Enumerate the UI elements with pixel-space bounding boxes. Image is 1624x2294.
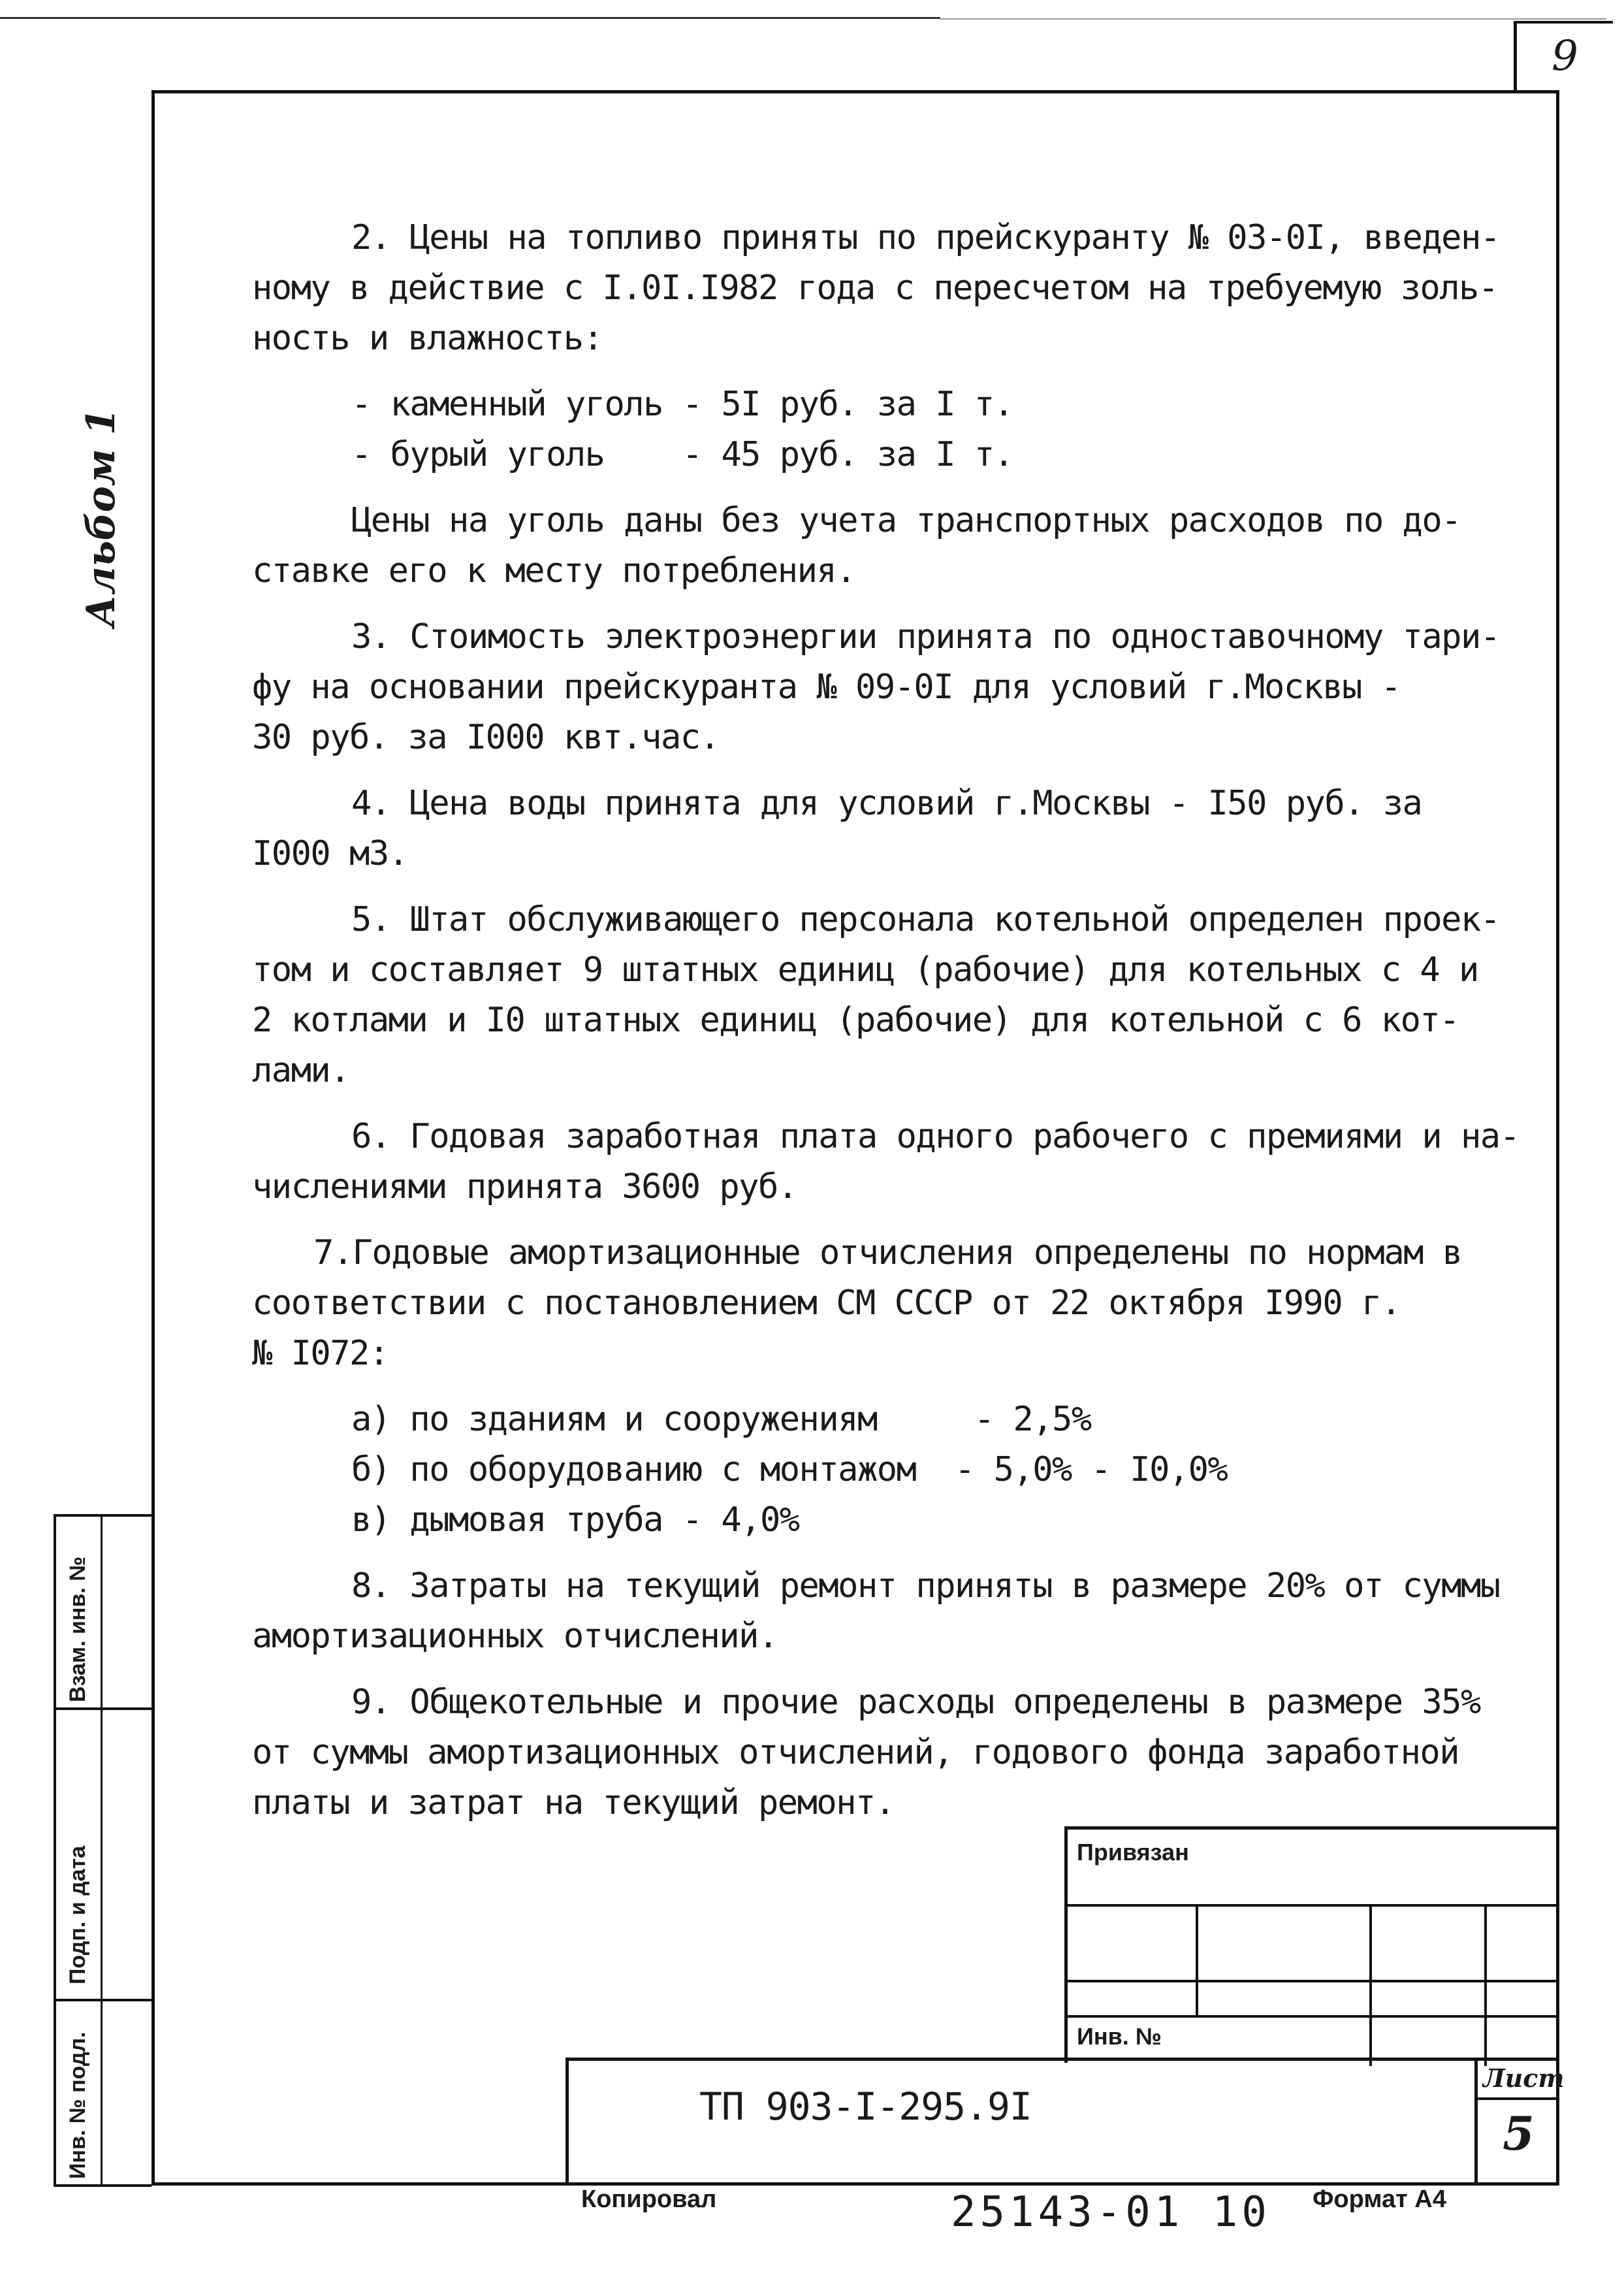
paragraph-line: 9. Общекотельные и прочие расходы определены в размере 35%	[351, 1683, 1480, 1722]
paragraph-line: 7.Годовые амортизационные отчисления определены по нормам в	[313, 1233, 1462, 1272]
paragraph-line: 5. Штат обслуживающего персонала котельной определен проек-	[351, 900, 1500, 939]
paragraph-line: числениями принята 3600 руб.	[252, 1167, 797, 1206]
paragraph-line: 30 руб. за I000 квт.час.	[252, 718, 720, 757]
paragraph-line: соответствии с постановлением СМ СССР от 22 октября I990 г.	[252, 1284, 1401, 1323]
page-number: 9	[1514, 21, 1613, 91]
paragraph-line: ность и влажность:	[252, 319, 603, 358]
format-label: Формат А4	[1313, 2186, 1446, 2213]
list-item: - каменный уголь - 5I руб. за I т.	[351, 385, 1013, 424]
title-block	[565, 2058, 1565, 2186]
sheet-label: Лист	[1483, 2063, 1565, 2093]
stamp-divider	[1484, 1904, 1487, 2066]
top-edge-line-faint	[940, 18, 1606, 20]
document-body	[252, 213, 1532, 1828]
archive-stamp-number: 25143-01 10	[951, 2188, 1271, 2237]
binding-stamp	[1064, 1826, 1559, 2063]
list-item: - бурый уголь - 45 руб. за I т.	[351, 435, 1013, 474]
side-stamp	[54, 1514, 151, 2187]
paragraph-line: ному в действие с I.0I.I982 года с пересчетом на требуемую золь-	[252, 268, 1498, 308]
sheet-box	[1474, 2061, 1565, 2186]
side-stamp-value-cell	[101, 1999, 151, 2187]
document-code: ТП 903-I-295.9I	[699, 2084, 1032, 2129]
privyazan-label: Привязан	[1077, 1839, 1189, 1866]
paragraph-line: том и составляет 9 штатных единиц (рабочие) для котельных с 4 и	[252, 950, 1478, 990]
list-item: в) дымовая труба - 4,0%	[351, 1500, 799, 1540]
side-stamp-label: Подп. и дата	[65, 1845, 90, 1984]
paragraph-line: 2. Цены на топливо приняты по прейскуранту № 03-0I, введен-	[351, 218, 1500, 257]
side-stamp-value-cell	[101, 1707, 151, 2001]
paragraph-line: № I072:	[252, 1334, 389, 1373]
paragraph-line: амортизационных отчислений.	[252, 1617, 778, 1656]
side-stamp-label: Взам. инв. №	[65, 1556, 90, 1702]
list-item: а) по зданиям и сооружениям - 2,5%	[351, 1400, 1091, 1439]
paragraph-line: 8. Затраты на текущий ремонт приняты в размере 20% от суммы	[351, 1566, 1500, 1606]
list-item: б) по оборудованию с монтажом - 5,0% - I0,0%	[351, 1450, 1228, 1489]
stamp-divider	[1196, 1904, 1198, 2015]
stamp-divider	[1369, 1904, 1372, 2066]
side-stamp-value-cell	[101, 1514, 151, 1710]
paragraph-line: от суммы амортизационных отчислений, годового фонда заработной	[252, 1733, 1459, 1772]
stamp-divider	[1478, 2097, 1559, 2100]
paragraph-line: 6. Годовая заработная плата одного рабочего с премиями и на-	[351, 1117, 1520, 1156]
side-stamp-label: Инв. № подл.	[65, 2031, 90, 2179]
sheet-number: 5	[1503, 2107, 1535, 2161]
paragraph-line: ставке его к месту потребления.	[252, 551, 856, 590]
side-stamp-cell-podp-data	[54, 1707, 103, 2001]
paragraph-line: 4. Цена воды принята для условий г.Москвы - I50 руб. за	[351, 784, 1422, 823]
paragraph-line: 2 котлами и I0 штатных единиц (рабочие) для котельной с 6 кот-	[252, 1001, 1459, 1040]
paragraph-line: фу на основании прейскуранта № 09-0I для условий г.Москвы -	[252, 668, 1401, 707]
copied-by-label: Копировал	[581, 2186, 717, 2213]
paragraph-line: Цены на уголь даны без учета транспортных расходов по до-	[351, 501, 1461, 540]
album-label: Альбом 1	[78, 408, 124, 627]
paragraph-line: платы и затрат на текущий ремонт.	[252, 1783, 895, 1822]
paragraph-line: лами.	[252, 1051, 350, 1090]
inv-no-label: Инв. №	[1077, 2023, 1162, 2050]
paragraph-line: 3. Стоимость электроэнергии принята по одноставочному тари-	[351, 617, 1500, 656]
side-stamp-cell-inv-zam	[54, 1514, 103, 1710]
paragraph-line: I000 м3.	[252, 834, 408, 873]
side-stamp-cell-inv-podl	[54, 1999, 103, 2187]
top-edge-line	[0, 17, 940, 19]
